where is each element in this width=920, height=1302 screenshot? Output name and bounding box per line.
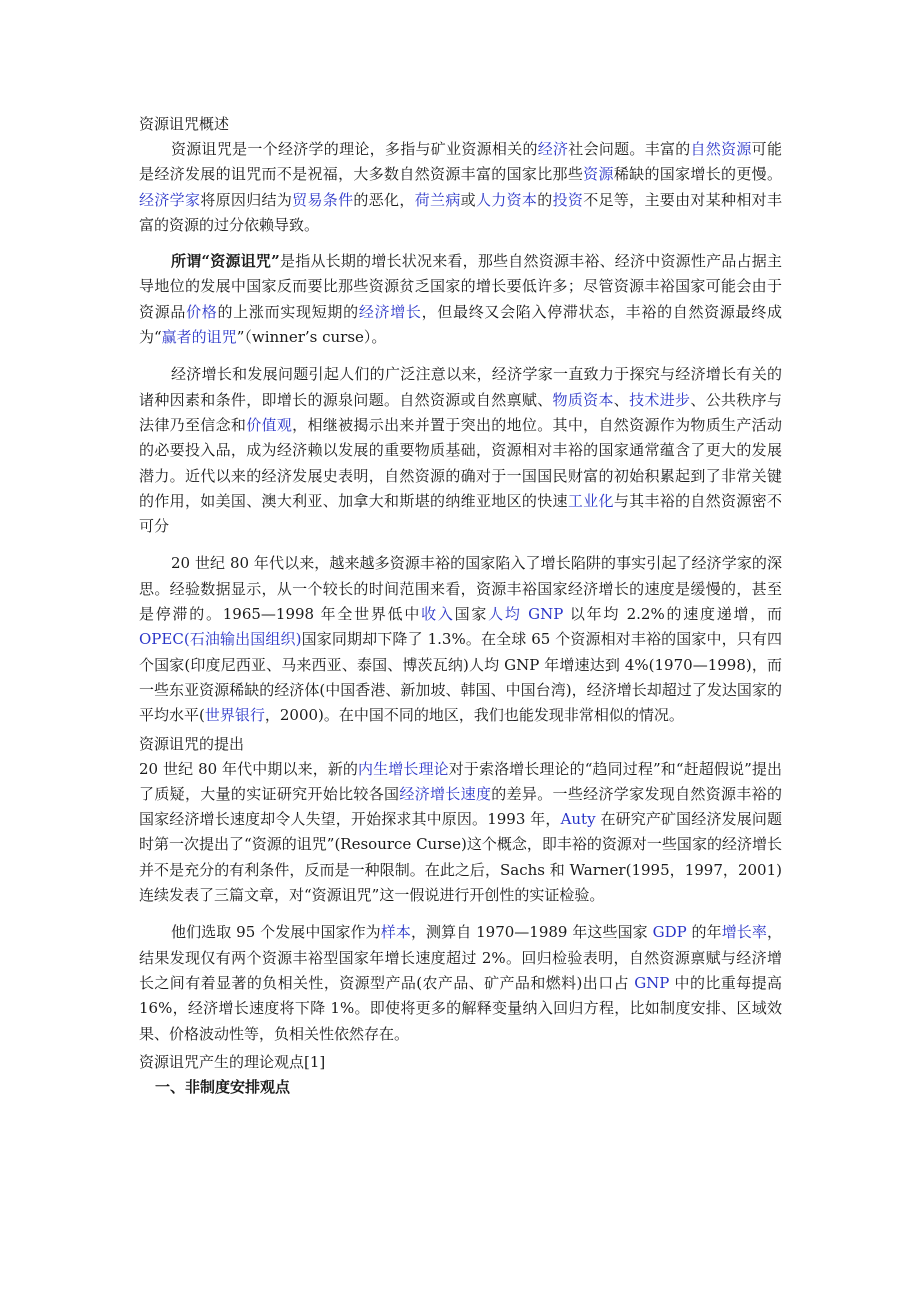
text-run: ，但最终又会陷入停滞状态，丰裕的自然资源最终成为“ bbox=[139, 302, 782, 347]
hyperlink[interactable]: 自然资源 bbox=[690, 140, 752, 158]
hyperlink[interactable]: 经济 bbox=[537, 140, 569, 158]
text-run: 或 bbox=[460, 190, 476, 209]
hyperlink[interactable]: 人均 GNP bbox=[488, 605, 564, 624]
text-run: 20 世纪 80 年代以来，越来越多资源丰裕的国家陷入了增长陷阱的事实引起了经济学家的深思。经验数据显示，从一个较长的时间范围来看，资源丰裕国家经济增长的速度是缓慢的，甚至是停滞的。1965—1998 年全世界低中 bbox=[139, 554, 782, 624]
hyperlink[interactable]: 收入 bbox=[421, 605, 455, 624]
hyperlink[interactable]: 投资 bbox=[552, 190, 584, 209]
hyperlink[interactable]: 世界银行 bbox=[204, 706, 265, 725]
text-run: 可能是经济发展的诅咒而不是祝福，大多数自然资源丰富的国家比那些 bbox=[139, 140, 782, 184]
text-run: 的年 bbox=[686, 923, 722, 942]
text-run: 经济增长和发展问题引起人们的广泛注意以来，经济学家一直致力于探究与经济增长有关的诸种因素和条件，即增长的源泉问题。自然资源或自然禀赋、 bbox=[139, 365, 782, 409]
text-run: ，相继被揭示出来并置于突出的地位。其中，自然资源作为物质生产活动的必要投入品，成为经济赖以发展的重要物质基础，资源相对丰裕的国家通常蕴含了更大的发展潜力。近代以来的经济发展史表明，自然资源的确对于一国国民财富的初始积累起到了非常关键的作用，如美国、澳大利亚、加拿大和斯堪的纳维亚地区的快速 bbox=[139, 415, 782, 510]
hyperlink[interactable]: 价值观 bbox=[246, 415, 293, 434]
text-run: 稀缺的国家增长的更慢。 bbox=[613, 165, 782, 184]
text-run: 、 bbox=[613, 390, 630, 409]
hyperlink[interactable]: 赢者的诅咒 bbox=[161, 328, 237, 347]
text-run: 是指从长期的增长状况来看，那些自然资源丰裕、经济中资源性产品占据主导地位的发展中国家反而要比那些资源贫乏国家的增长要低许多；尽管资源丰裕国家可能会由于资源品 bbox=[139, 252, 782, 321]
text-run: ”（winner’s curse）。 bbox=[236, 328, 387, 347]
text-run: 资源诅咒是一个经济学的理论，多指与矿业资源相关的 bbox=[171, 140, 538, 158]
text-run: ，测算自 1970—1989 年这些国家 bbox=[410, 923, 653, 942]
text-run: 的 bbox=[537, 190, 553, 209]
paragraph bbox=[139, 249, 782, 350]
text-run: 20 世纪 80 年代中期以来，新的 bbox=[139, 759, 359, 778]
hyperlink[interactable]: 样本 bbox=[380, 923, 411, 942]
section-heading-overview: 资源诅咒概述 bbox=[139, 115, 230, 133]
hyperlink[interactable]: 工业化 bbox=[567, 491, 614, 510]
text-run: 中的比重每提高 16%，经济增长速度将下降 1%。即使将更多的解释变量纳入回归方程，比如制度安排、区域效果、价格波动性等，负相关性依然存在。 bbox=[139, 973, 782, 1043]
hyperlink[interactable]: 物质资本 bbox=[552, 390, 614, 409]
hyperlink[interactable]: 增长率 bbox=[721, 923, 767, 942]
hyperlink[interactable]: 内生增长理论 bbox=[358, 759, 449, 778]
hyperlink[interactable]: 经济增长 bbox=[358, 302, 422, 321]
hyperlink[interactable]: 经济增长速度 bbox=[399, 784, 492, 803]
text-run: 的上涨而实现短期的 bbox=[217, 302, 359, 321]
text-run: 对于索洛增长理论的“趋同过程”和“赶超假说”提出了质疑，大量的实证研究开始比较各国 bbox=[139, 759, 782, 803]
text-run: 将原因归结为 bbox=[200, 190, 293, 209]
hyperlink[interactable]: 资源 bbox=[583, 165, 614, 184]
text-run: ，2000)。在中国不同的地区，我们也能发现非常相似的情况。 bbox=[264, 706, 684, 725]
hyperlink[interactable]: GDP bbox=[652, 923, 687, 942]
text-run: 、公共秩序与法律乃至信念和 bbox=[139, 390, 782, 434]
text-run: 在研究产矿国经济发展问题时第一次提出了“资源的诅咒”(Resource Curse)这个概念，即丰裕的资源对一些国家的经济增长并不是充分的有利条件，反而是一种限制。在此之后，Sachs 和 Warner(1995，1997，2001)连续发表了三篇文章，对“资源诅咒”这一假说进行开创性的实证检验。 bbox=[139, 810, 782, 905]
hyperlink[interactable]: 人力资本 bbox=[475, 190, 538, 209]
paragraph bbox=[139, 137, 782, 238]
hyperlink[interactable]: 价格 bbox=[186, 302, 218, 321]
text-run: 国家 bbox=[454, 605, 489, 624]
text-run: ，结果发现仅有两个资源丰裕型国家年增长速度超过 2%。回归检验表明，自然资源禀赋与经济增长之间有着显著的负相关性，资源型产品(农产品、矿产品和燃料)出口占 bbox=[139, 923, 782, 992]
hyperlink[interactable]: GNP bbox=[634, 973, 670, 992]
hyperlink[interactable]: Auty bbox=[560, 810, 596, 829]
text-run: 的差异。一些经济学家发现自然资源丰裕的国家经济增长速度却令人失望，开始探求其中原因。1993 年， bbox=[139, 784, 782, 829]
text-run: 的恶化， bbox=[353, 190, 415, 209]
paragraph bbox=[139, 757, 782, 909]
text-run: 社会问题。丰富的 bbox=[568, 140, 691, 158]
document-body bbox=[139, 112, 782, 1100]
hyperlink[interactable]: OPEC(石油输出国组织) bbox=[139, 630, 302, 649]
bold-term: 所谓“资源诅咒” bbox=[171, 252, 280, 271]
text-run: 不足等，主要由对某种相对丰富的资源的过分依赖导致。 bbox=[139, 190, 782, 234]
subsection-heading: 一、非制度安排观点 bbox=[155, 1077, 291, 1096]
text-run: 与其丰裕的自然资源密不可分 bbox=[139, 491, 782, 536]
paragraph bbox=[139, 920, 782, 1046]
hyperlink[interactable]: 贸易条件 bbox=[292, 190, 354, 209]
hyperlink[interactable]: 技术进步 bbox=[629, 390, 691, 409]
section-heading-origin: 资源诅咒的提出 bbox=[139, 734, 245, 753]
section-heading-theories: 资源诅咒产生的理论观点[1] bbox=[139, 1052, 326, 1071]
paragraph bbox=[139, 362, 782, 539]
text-run: 国家同期却下降了 1.3%。在全球 65 个资源相对丰裕的国家中，只有四个国家(印度尼西亚、马来西亚、泰国、博茨瓦纳)人均 GNP 年增速达到 4%(1970—1998)，而一些东亚资源稀缺的经济体(中国香港、新加坡、韩国、中国台湾)，经济增长却超过了发达国家的平均水平( bbox=[139, 630, 782, 725]
text-run: 以年均 2.2%的速度递增，而 bbox=[563, 605, 782, 624]
hyperlink[interactable]: 经济学家 bbox=[139, 190, 201, 209]
text-run: 他们选取 95 个发展中国家作为 bbox=[171, 923, 381, 942]
hyperlink[interactable]: 荷兰病 bbox=[414, 190, 461, 209]
paragraph bbox=[139, 551, 782, 728]
